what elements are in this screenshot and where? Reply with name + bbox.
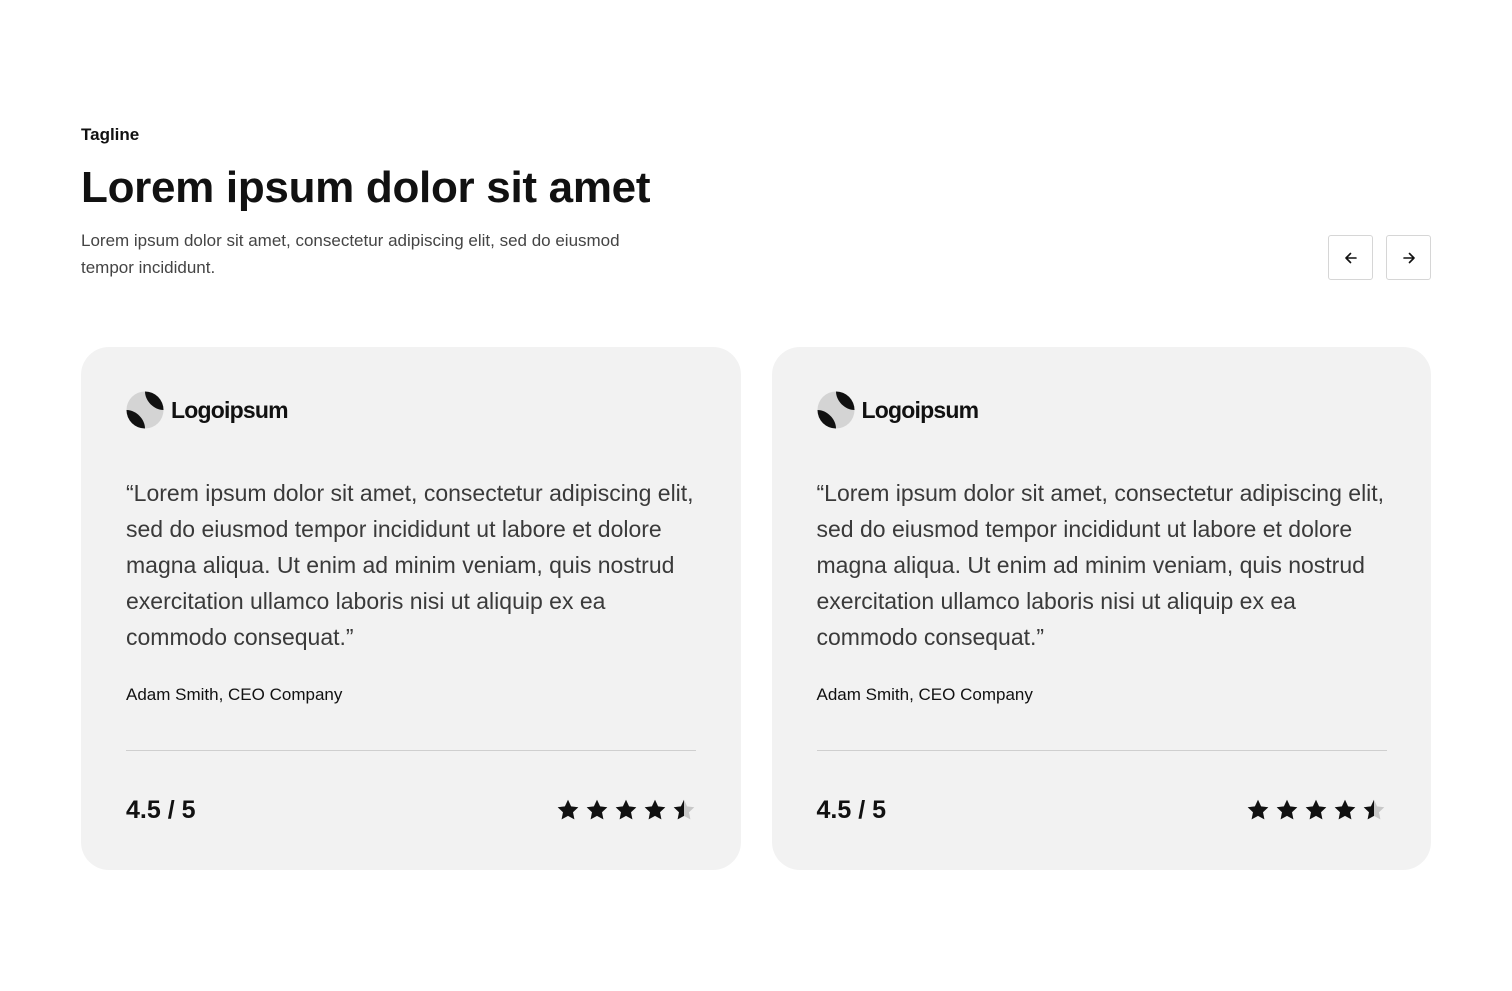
testimonial-list (81, 347, 1431, 870)
logo-text: Logoipsum (861, 397, 979, 423)
divider (817, 750, 1387, 751)
star-filled-icon (614, 798, 638, 822)
testimonial-card (772, 347, 1432, 870)
star-filled-icon (556, 798, 580, 822)
star-filled-icon (1246, 798, 1270, 822)
testimonial-quote: “Lorem ipsum dolor sit amet, consectetur adipiscing elit, sed do eiusmod tempor incididunt ut labore et dolore magna aliqua. Ut enim ad minim veniam, quis nostrud exercitation ullamco laboris nisi ut aliquip ex ea commodo consequat.” (816, 480, 1385, 650)
rating-score: 4.5 / 5 (126, 796, 196, 824)
star-filled-icon (643, 798, 667, 822)
logo-mark-icon (817, 391, 855, 429)
star-filled-icon (1275, 798, 1299, 822)
arrow-left-icon (1343, 250, 1359, 266)
star-filled-icon (1333, 798, 1357, 822)
testimonial-author: Adam Smith, CEO Company (126, 685, 343, 704)
carousel-nav (1328, 235, 1431, 280)
star-filled-icon (585, 798, 609, 822)
logo-mark-icon (126, 391, 164, 429)
tagline: Tagline (81, 125, 140, 144)
star-half-icon (672, 798, 696, 822)
logo-text: Logoipsum (171, 397, 288, 423)
testimonial-quote: “Lorem ipsum dolor sit amet, consectetur adipiscing elit, sed do eiusmod tempor incididunt ut labore et dolore magna aliqua. Ut enim ad minim veniam, quis nostrud exercitation ullamco laboris nisi ut aliquip ex ea commodo consequat.” (126, 480, 694, 650)
previous-button[interactable] (1328, 235, 1373, 280)
next-button[interactable] (1386, 235, 1431, 280)
page-title: Lorem ipsum dolor sit amet (81, 163, 651, 212)
company-logo (817, 391, 979, 429)
testimonial-author: Adam Smith, CEO Company (816, 685, 1033, 704)
rating-score: 4.5 / 5 (816, 796, 886, 824)
star-half-icon (1362, 798, 1386, 822)
testimonial-card (81, 347, 741, 870)
arrow-right-icon (1401, 250, 1417, 266)
star-filled-icon (1304, 798, 1328, 822)
testimonials-section (81, 0, 1431, 991)
section-description: Lorem ipsum dolor sit amet, consectetur adipiscing elit, sed do eiusmod tempor incididunt. (81, 231, 620, 277)
star-rating (556, 798, 696, 822)
divider (126, 750, 696, 751)
star-rating (1246, 798, 1386, 822)
company-logo (126, 391, 288, 429)
